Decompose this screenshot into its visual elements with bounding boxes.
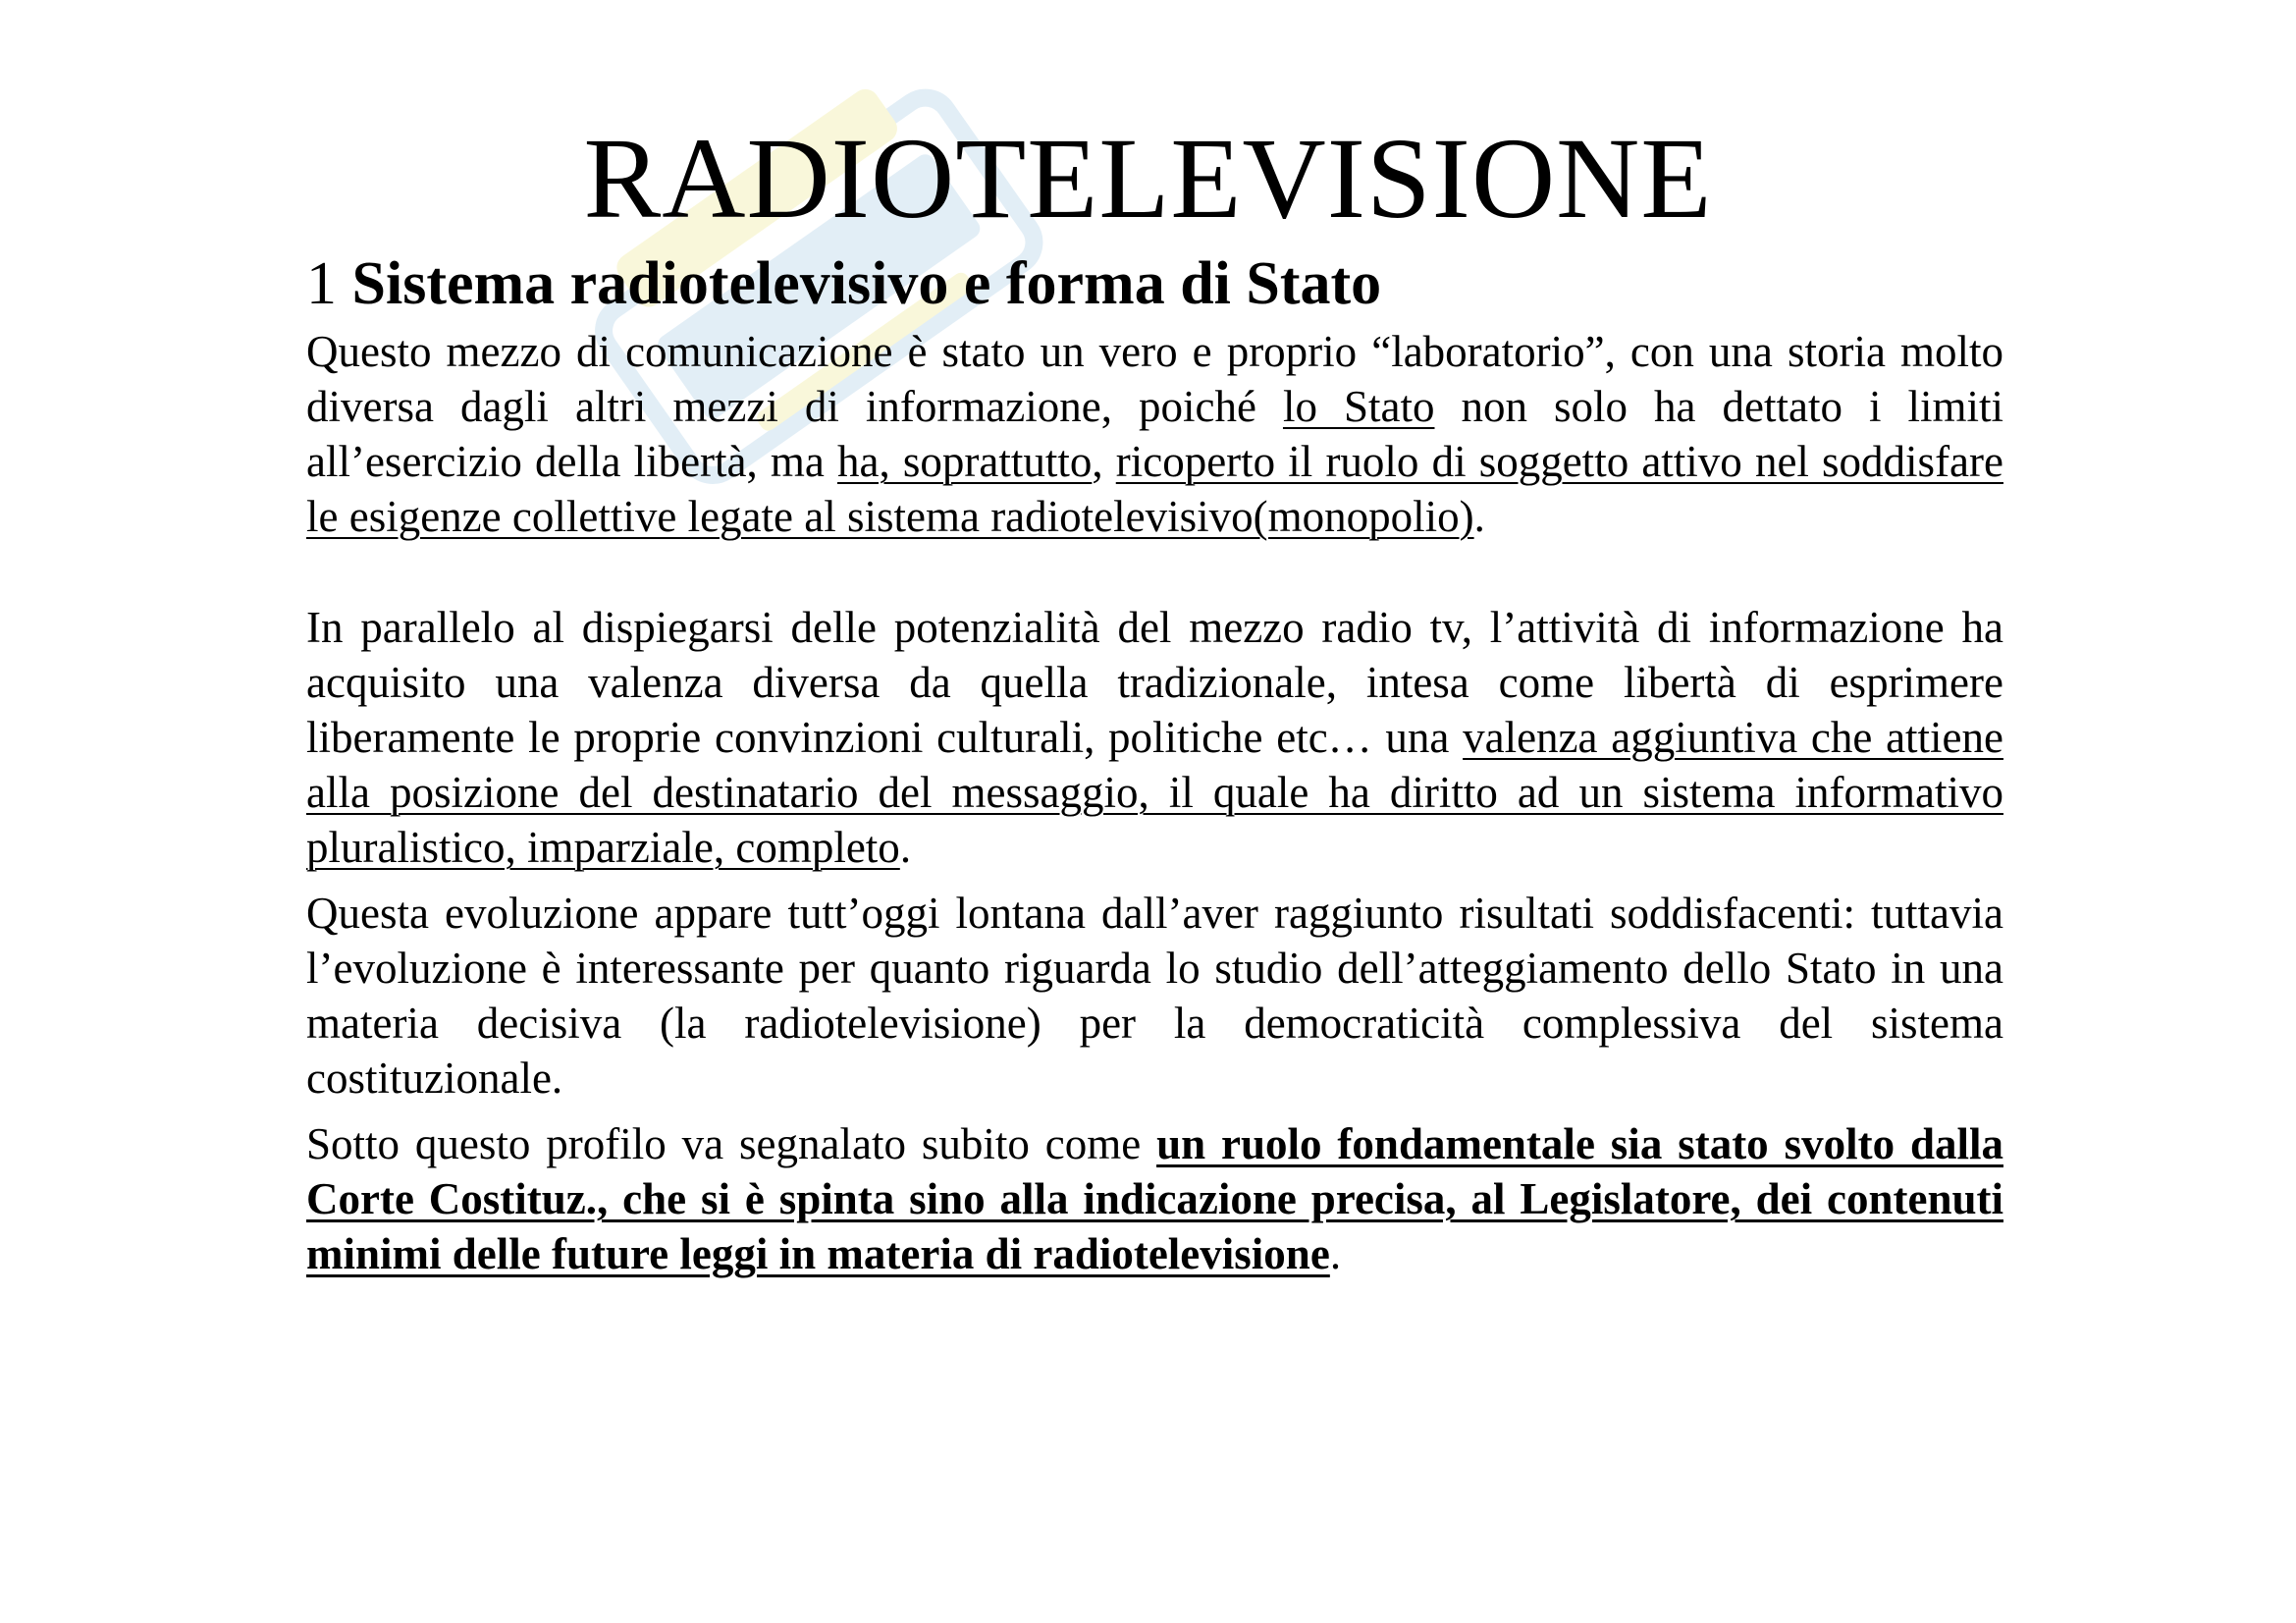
text-segment: .: [1473, 492, 1485, 541]
underlined-text: ha, soprattutto: [837, 437, 1093, 486]
text-segment: Questa evoluzione appare tutt’oggi lontana dall’aver raggiunto risultati soddisfacenti: tuttavia l’evoluzione è interessante per quanto riguarda lo studio dell’atteggiamento dello Stato in una materia decisiva (la radiotelevisione) per la democraticità complessiva del sistema costituzionale.: [306, 889, 2003, 1103]
text-segment: Questo mezzo di comunicazione è stato un vero e proprio “laboratorio”, con una storia molto diversa dagli altri mezzi di informazione, poiché: [306, 327, 2003, 431]
text-segment: non solo ha dettato i limiti all’esercizio della libertà, ma: [306, 382, 2003, 486]
underlined-text: valenza aggiuntiva che attiene alla posizione del destinatario del messaggio, il quale ha diritto ad un sistema informativo pluralistico, imparziale, completo: [306, 713, 2003, 872]
paragraph-3: [306, 886, 2003, 1106]
page-title: RADIOTELEVISIONE: [583, 114, 1713, 243]
section-heading-text: Sistema radiotelevisivo e forma di Stato: [351, 250, 1382, 317]
bold-underlined-text: un ruolo fondamentale sia stato svolto dalla Corte Costituz., che si è spinta sino alla indicazione precisa, al Legislatore, dei contenuti minimi delle future leggi in materia di radiotelevisione: [306, 1119, 2003, 1278]
underlined-text: ricoperto il ruolo di soggetto attivo nel soddisfare le esigenze collettive legate al sistema radiotelevisivo(monopolio): [306, 437, 2003, 541]
text-segment: .: [899, 823, 912, 872]
underlined-text: lo Stato: [1282, 382, 1435, 431]
paragraph-2: [306, 600, 2003, 875]
text-segment: Sotto questo profilo va segnalato subito come: [306, 1119, 1157, 1168]
text-segment: .: [1329, 1229, 1342, 1278]
text-segment: In parallelo al dispiegarsi delle potenzialità del mezzo radio tv, l’attività di informazione ha acquisito una valenza diversa da quella tradizionale, intesa come libertà di esprimere liberamente le proprie convinzioni culturali, politiche etc… una: [306, 603, 2003, 762]
paragraph-4: [306, 1116, 2003, 1281]
section-number: 1: [306, 250, 337, 317]
text-segment: ,: [1092, 437, 1116, 486]
paragraph-1: [306, 324, 2003, 544]
section-heading: [306, 248, 1381, 319]
